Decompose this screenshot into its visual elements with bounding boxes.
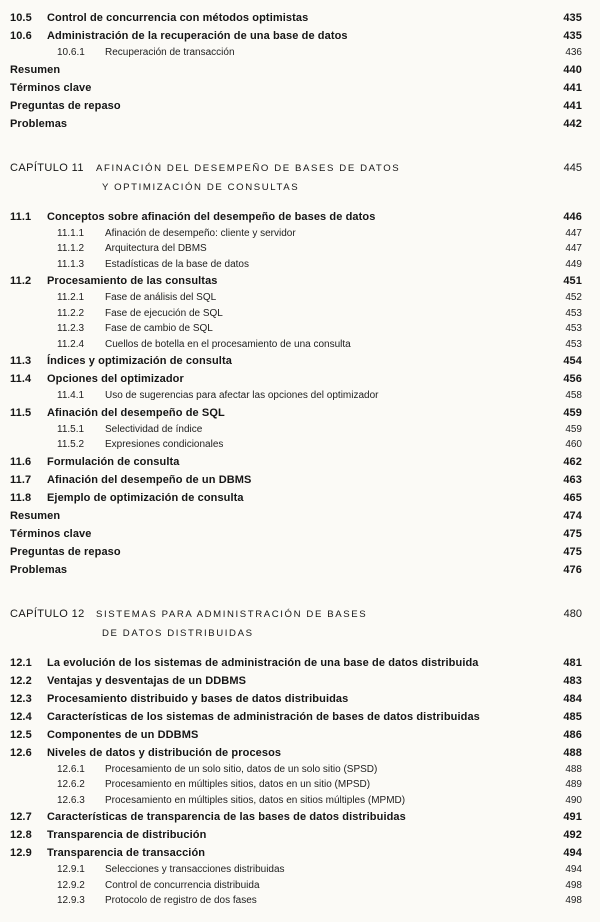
entry-number: 12.6 (10, 746, 32, 759)
toc-entry (10, 654, 582, 672)
entry-number: 11.1.1 (57, 227, 85, 239)
entry-number: 12.6.1 (57, 763, 85, 775)
page-number: 459 (565, 423, 582, 435)
entry-number: 10.6 (10, 30, 32, 42)
entry-number: 12.3 (10, 692, 32, 705)
page-number: 447 (565, 243, 582, 254)
page-number: 480 (563, 607, 582, 620)
page-number: 451 (563, 275, 582, 287)
page-number: 454 (563, 355, 582, 367)
page-number: 490 (565, 794, 582, 806)
page-number: 453 (565, 338, 582, 350)
entry-title: Conceptos sobre afinación del desempeño de bases de datos (47, 210, 376, 223)
entry-title: Selecciones y transacciones distribuidas (105, 864, 285, 875)
page-number: 452 (565, 292, 582, 303)
entry-number: 12.9.2 (57, 879, 85, 891)
chapter-title-line: AFINACIÓN DEL DESEMPEÑO DE BASES DE DATOS (96, 162, 401, 174)
toc-entry (10, 690, 582, 708)
entry-number: 11.2.2 (57, 307, 85, 319)
entry-title: Procesamiento de un solo sitio, datos de un solo sitio (SPSD) (105, 763, 378, 775)
toc-entry (10, 97, 582, 115)
page-number: 474 (563, 509, 582, 522)
entry-number: 11.3 (10, 355, 32, 367)
toc-entry (10, 777, 582, 793)
entry-title: Afinación del desempeño de SQL (47, 406, 225, 419)
entry-title: Niveles de datos y distribución de procesos (47, 746, 282, 759)
toc-entry (10, 826, 582, 844)
entry-number: 11.1.2 (57, 243, 85, 254)
entry-title: Fase de ejecución de SQL (105, 307, 223, 319)
entry-title: Procesamiento distribuido y bases de datos distribuidas (47, 692, 349, 705)
entry-number: 11.6 (10, 455, 32, 468)
page-number: 465 (563, 491, 582, 504)
toc-entry (10, 257, 582, 273)
entry-title: Procesamiento en múltiples sitios, datos en sitios múltiples (MPMD) (105, 794, 406, 806)
entry-title: Fase de análisis del SQL (105, 292, 217, 303)
toc-entry (10, 862, 582, 878)
entry-title: Control de concurrencia distribuida (105, 879, 260, 891)
page-number: 491 (563, 811, 582, 823)
toc-entry (10, 290, 582, 306)
page-number: 476 (563, 563, 582, 576)
page-number: 445 (563, 161, 582, 174)
entry-number: 11.7 (10, 473, 32, 486)
entry-number: 11.5.2 (57, 439, 85, 450)
toc-entry (10, 27, 582, 45)
page-number: 436 (565, 47, 582, 58)
page-number: 446 (563, 210, 582, 223)
toc-entry (10, 471, 582, 489)
entry-number: 11.1 (10, 210, 32, 223)
toc-entry (10, 543, 582, 561)
entry-title: Preguntas de repaso (10, 99, 121, 112)
chapter-label: CAPÍTULO 12 (10, 607, 85, 620)
toc-entry (10, 893, 582, 909)
entry-title: Formulación de consulta (47, 455, 180, 468)
entry-number: 12.4 (10, 710, 32, 723)
chapter-heading (10, 605, 582, 643)
page-number: 442 (563, 117, 582, 130)
entry-title: Fase de cambio de SQL (105, 323, 213, 334)
toc-entry (10, 9, 582, 27)
page-number: 462 (563, 455, 582, 468)
page-number: 459 (563, 406, 582, 419)
entry-title: Ejemplo de optimización de consulta (47, 491, 244, 504)
entry-title: Arquitectura del DBMS (105, 243, 207, 254)
entry-number: 11.5 (10, 406, 32, 419)
page-number: 475 (563, 545, 582, 558)
page-number: 498 (565, 895, 582, 906)
toc-entry (10, 208, 582, 226)
entry-number: 11.2.4 (57, 338, 85, 350)
entry-number: 11.8 (10, 491, 32, 504)
toc-entry (10, 45, 582, 61)
entry-title: Cuellos de botella en el procesamiento de una consulta (105, 338, 351, 350)
entry-number: 12.9 (10, 847, 32, 859)
entry-title: Características de transparencia de las bases de datos distribuidas (47, 811, 406, 823)
toc-entry (10, 453, 582, 471)
entry-number: 11.1.3 (57, 258, 85, 270)
toc-entry (10, 115, 582, 133)
toc-entry (10, 793, 582, 809)
chapter-title-line: DE DATOS DISTRIBUIDAS (102, 627, 254, 639)
toc-list (10, 9, 582, 909)
entry-title: Problemas (10, 563, 68, 576)
entry-number: 11.2 (10, 275, 32, 287)
entry-title: Resumen (10, 63, 61, 76)
entry-number: 11.4 (10, 373, 32, 385)
page-number: 485 (563, 710, 582, 723)
page-number: 435 (563, 12, 582, 24)
toc-entry (10, 561, 582, 579)
toc-entry (10, 388, 582, 404)
entry-title: Procesamiento de las consultas (47, 275, 218, 287)
toc-entry (10, 878, 582, 894)
toc-entry (10, 306, 582, 322)
entry-number: 12.8 (10, 829, 32, 841)
chapter-label: CAPÍTULO 11 (10, 161, 84, 174)
entry-number: 11.5.1 (57, 423, 85, 435)
entry-title: Uso de sugerencias para afectar las opciones del optimizador (105, 390, 379, 401)
toc-entry (10, 61, 582, 79)
entry-title: Transparencia de distribución (47, 829, 207, 841)
page-number: 449 (565, 258, 582, 270)
page-number: 498 (565, 879, 582, 891)
page-number: 458 (565, 390, 582, 401)
page-number: 494 (563, 847, 582, 859)
chapter-title-line: Y OPTIMIZACIÓN DE CONSULTAS (102, 181, 300, 193)
toc-entry (10, 422, 582, 438)
page-number: 460 (565, 439, 582, 450)
entry-title: Términos clave (10, 527, 92, 540)
page-number: 483 (563, 674, 582, 687)
chapter-title (96, 605, 554, 643)
toc-entry (10, 79, 582, 97)
entry-number: 12.9.3 (57, 895, 85, 906)
toc-entry (10, 437, 582, 453)
entry-number: 12.2 (10, 674, 32, 687)
page-number: 475 (563, 527, 582, 540)
entry-title: Procesamiento en múltiples sitios, datos en un sitio (MPSD) (105, 779, 371, 790)
entry-number: 12.1 (10, 656, 32, 669)
page-number: 484 (563, 692, 582, 705)
page-number: 441 (563, 99, 582, 112)
entry-title: Administración de la recuperación de una base de datos (47, 30, 348, 42)
toc-entry (10, 404, 582, 422)
entry-number: 11.2.3 (57, 323, 85, 334)
entry-number: 12.5 (10, 728, 32, 741)
toc-entry (10, 241, 582, 257)
page-number: 486 (563, 728, 582, 741)
page-number: 441 (563, 81, 582, 94)
entry-title: Estadísticas de la base de datos (105, 258, 249, 270)
page-number: 453 (565, 323, 582, 334)
page-number: 435 (563, 30, 582, 42)
entry-title: Recuperación de transacción (105, 47, 235, 58)
page-number: 453 (565, 307, 582, 319)
entry-title: Transparencia de transacción (47, 847, 206, 859)
entry-title: Afinación del desempeño de un DBMS (47, 473, 252, 486)
entry-number: 11.2.1 (57, 292, 85, 303)
toc-entry (10, 762, 582, 778)
chapter-title (96, 159, 554, 197)
toc-entry (10, 708, 582, 726)
toc-entry (10, 321, 582, 337)
toc-entry (10, 726, 582, 744)
page-number: 447 (565, 227, 582, 239)
entry-number: 12.7 (10, 811, 32, 823)
entry-title: Protocolo de registro de dos fases (105, 895, 257, 906)
entry-title: Características de los sistemas de administración de bases de datos distribuidas (47, 710, 480, 723)
entry-number: 12.9.1 (57, 864, 85, 875)
page-number: 456 (563, 373, 582, 385)
page-number: 463 (563, 473, 582, 486)
entry-title: Componentes de un DDBMS (47, 728, 199, 741)
page-number: 494 (565, 864, 582, 875)
toc-entry (10, 272, 582, 290)
toc-entry (10, 489, 582, 507)
entry-number: 10.5 (10, 12, 32, 24)
entry-title: Afinación de desempeño: cliente y servidor (105, 227, 296, 239)
page-number: 481 (563, 656, 582, 669)
page-number: 488 (563, 746, 582, 759)
entry-title: Ventajas y desventajas de un DDBMS (47, 674, 247, 687)
page-number: 440 (563, 63, 582, 76)
toc-entry (10, 744, 582, 762)
page-number: 488 (565, 763, 582, 775)
entry-title: Términos clave (10, 81, 92, 94)
entry-number: 11.4.1 (57, 390, 85, 401)
entry-title: Problemas (10, 117, 68, 130)
entry-title: Resumen (10, 509, 61, 522)
page-number: 492 (563, 829, 582, 841)
toc-entry (10, 808, 582, 826)
entry-title: Control de concurrencia con métodos optimistas (47, 12, 309, 24)
entry-title: Selectividad de índice (105, 423, 203, 435)
entry-title: Preguntas de repaso (10, 545, 121, 558)
entry-number: 12.6.2 (57, 779, 85, 790)
entry-title: Opciones del optimizador (47, 373, 184, 385)
toc-entry (10, 352, 582, 370)
entry-title: La evolución de los sistemas de administración de una base de datos distribuida (47, 656, 479, 669)
toc-entry (10, 525, 582, 543)
chapter-heading (10, 159, 582, 197)
toc-entry (10, 844, 582, 862)
page-number: 489 (565, 779, 582, 790)
toc-entry (10, 226, 582, 242)
toc-entry (10, 507, 582, 525)
entry-number: 10.6.1 (57, 47, 85, 58)
entry-title: Expresiones condicionales (105, 439, 224, 450)
toc-entry (10, 370, 582, 388)
entry-title: Índices y optimización de consulta (47, 355, 232, 367)
toc-entry (10, 672, 582, 690)
toc-entry (10, 337, 582, 353)
chapter-title-line: SISTEMAS PARA ADMINISTRACIÓN DE BASES (96, 608, 368, 620)
entry-number: 12.6.3 (57, 794, 85, 806)
